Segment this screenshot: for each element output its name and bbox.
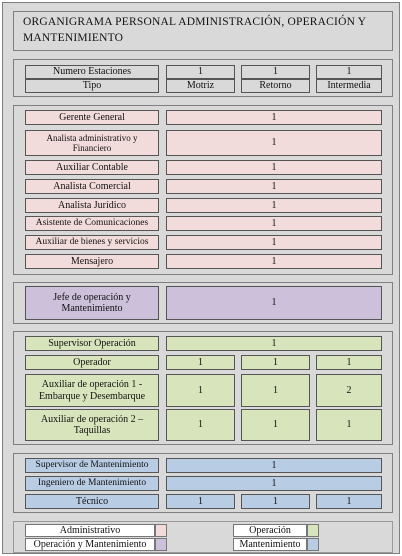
org-chart-frame [2,2,400,554]
operation-supervisor-count: 1 [166,336,382,351]
legend-label-administrativo: Administrativo [25,524,155,537]
operation-supervisor-role: Supervisor Operación [25,336,159,351]
admin-count: 1 [166,216,382,231]
admin-role: Analista Jurídico [25,198,159,213]
operation-role: Auxiliar de operación 2 – Taquillas [25,409,159,441]
operation-count-intermedia: 2 [316,374,382,407]
legend-swatch-operacion-mantenimiento [155,538,167,551]
stations-count-label: Numero Estaciones [25,65,159,79]
legend-swatch-administrativo [155,524,167,537]
operation-count-motriz: 1 [166,355,235,370]
operation-count-intermedia: 1 [316,409,382,441]
admin-role: Auxiliar Contable [25,160,159,175]
operation-count-retorno: 1 [241,374,310,407]
legend-label-mantenimiento: Mantenimiento [233,538,307,551]
legend-label-operacion: Operación [233,524,307,537]
admin-count: 1 [166,179,382,194]
operation-count-motriz: 1 [166,374,235,407]
station-motriz-count: 1 [166,65,235,79]
operation-count-retorno: 1 [241,409,310,441]
admin-role: Auxiliar de bienes y servicios [25,235,159,250]
legend-swatch-operacion [307,524,319,537]
legend-label-operacion-mantenimiento: Operación y Mantenimiento [25,538,155,551]
technician-count-motriz: 1 [166,494,235,509]
opmant-role: Jefe de operación y Mantenimiento [25,286,159,320]
station-motriz-type: Motriz [166,79,235,93]
maintenance-technician-role: Técnico [25,494,159,509]
admin-count: 1 [166,110,382,125]
maintenance-engineer-role: Ingeniero de Mantenimiento [25,476,159,491]
admin-role: Analista Comercial [25,179,159,194]
admin-role: Analista administrativo y Financiero [25,130,159,156]
operation-role: Auxiliar de operación 1 - Embarque y Desembarque [25,374,159,407]
admin-count: 1 [166,254,382,269]
operation-count-intermedia: 1 [316,355,382,370]
stations-type-label: Tipo [25,79,159,93]
technician-count-retorno: 1 [241,494,310,509]
maintenance-supervisor-count: 1 [166,458,382,473]
admin-count: 1 [166,198,382,213]
station-intermedia-count: 1 [316,65,382,79]
opmant-count: 1 [166,286,382,320]
admin-count: 1 [166,160,382,175]
station-retorno-count: 1 [241,65,310,79]
maintenance-engineer-count: 1 [166,476,382,491]
admin-role: Mensajero [25,254,159,269]
maintenance-supervisor-role: Supervisor de Mantenimiento [25,458,159,473]
admin-role: Asistente de Comunicaciones [25,216,159,231]
station-retorno-type: Retorno [241,79,310,93]
admin-count: 1 [166,235,382,250]
page-title: ORGANIGRAMA PERSONAL ADMINISTRACIÓN, OPERACIÓN Y MANTENIMIENTO [23,16,366,44]
legend-swatch-mantenimiento [307,538,319,551]
admin-count: 1 [166,130,382,156]
operation-count-motriz: 1 [166,409,235,441]
admin-role: Gerente General [25,110,159,125]
operation-role: Operador [25,355,159,370]
operation-count-retorno: 1 [241,355,310,370]
station-intermedia-type: Intermedia [316,79,382,93]
technician-count-intermedia: 1 [316,494,382,509]
